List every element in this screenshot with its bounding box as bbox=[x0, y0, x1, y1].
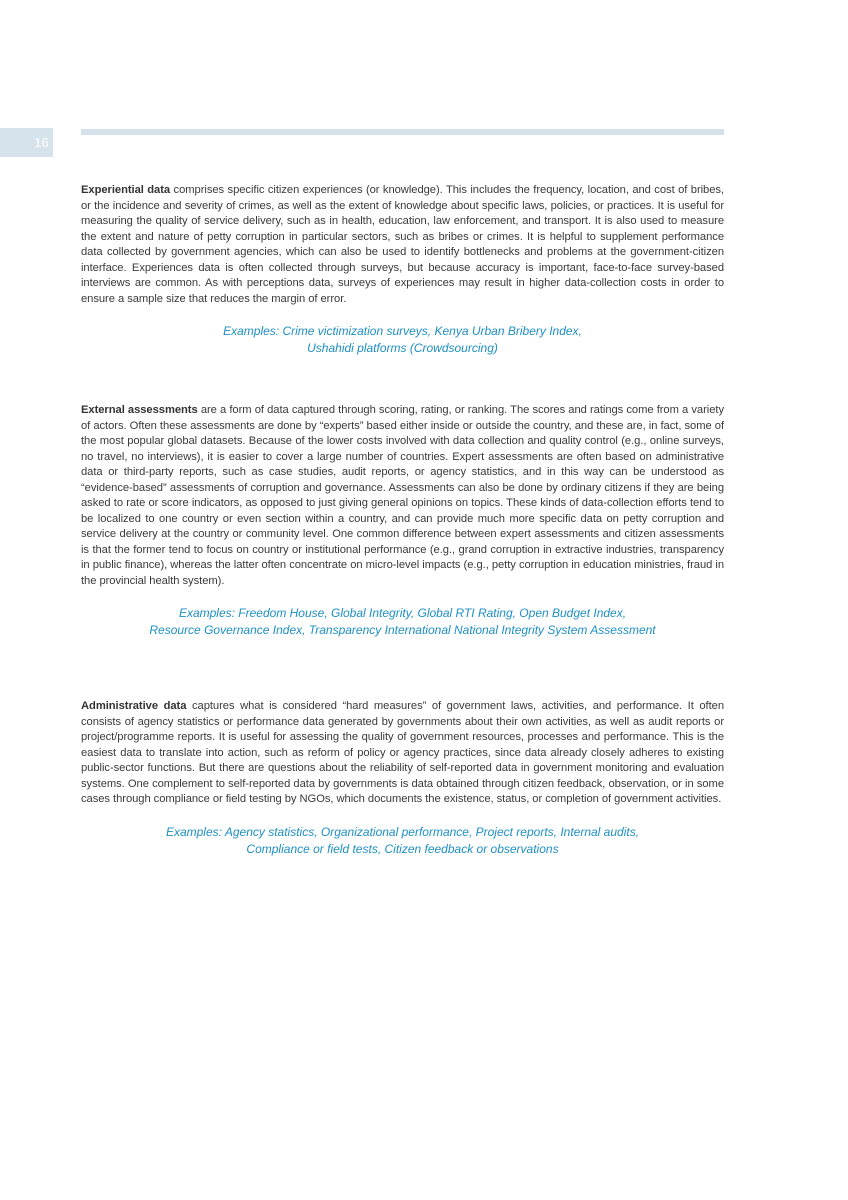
section-paragraph bbox=[81, 183, 724, 307]
examples-line: Compliance or field tests, Citizen feedback or observations bbox=[246, 841, 559, 856]
section-body: comprises specific citizen experiences (or knowledge). This includes the frequency, location, and cost of bribes, or the incidence and severity of crimes, as well as the extent of knowledge about specific laws, policies, or practices. It is useful for measuring the quality of service delivery, such as in health, education, law enforcement, and transport. It is also used to measure the extent and nature of petty corruption in particular sectors, such as bribes or crimes. It is helpful to supplement performance data collected by government agencies, which can also be used to identify bottlenecks and problems at the government-citizen interface. Experiences data is often collected through surveys, but because accuracy is important, face-to-face survey-based interviews are common. As with perceptions data, surveys of experiences may result in higher data-collection costs in order to ensure a sample size that reduces the margin of error. bbox=[81, 184, 724, 305]
page-number: 16 bbox=[0, 128, 53, 157]
examples-block bbox=[81, 824, 724, 858]
examples-block bbox=[81, 323, 724, 357]
header-bar bbox=[81, 129, 724, 135]
section-body: captures what is considered “hard measures” of government laws, activities, and performance. It often consists of agency statistics or performance data generated by governments about their own activities, as well as audit reports or project/programme reports. It is useful for assessing the quality of government resources, processes and performance. This is the easiest data to translate into action, such as reform of policy or agency practices, since data already closely adheres to existing public-sector functions. But there are questions about the reliability of self-reported data in government monitoring and evaluation systems. One complement to self-reported data by governments is data obtained through citizen feedback, observation, or in some cases through compliance or field testing by NGOs, which documents the existence, status, or completion of government activities. bbox=[81, 700, 725, 805]
examples-line: Examples: Crime victimization surveys, Kenya Urban Bribery Index, bbox=[223, 324, 582, 338]
section-experiential-data bbox=[81, 183, 724, 357]
examples-line: Ushahidi platforms (Crowdsourcing) bbox=[307, 341, 498, 355]
section-external-assessments bbox=[81, 403, 724, 639]
section-paragraph bbox=[81, 699, 724, 808]
section-term: Experiential data bbox=[81, 184, 171, 196]
section-administrative-data bbox=[81, 699, 724, 858]
examples-line: Resource Governance Index, Transparency International National Integrity System Assessment bbox=[149, 623, 656, 637]
section-term: Administrative data bbox=[81, 700, 187, 712]
section-body: are a form of data captured through scoring, rating, or ranking. The scores and ratings come from a variety of actors. Often these assessments are done by “experts” based either inside or outside the country, and these are, in fact, some of the most popular global datasets. Because of the lower costs involved with data collection and quality control (e.g., online surveys, no travel, no interviews), it is easier to cover a large number of countries. Expert assessments are often based on administrative data or third-party reports, such as case studies, audit reports, or agency statistics, and in this way can be understood as “evidence-based” assessments of corruption and governance. Assessments can also be done by ordinary citizens if they are being asked to rate or score indicators, as opposed to just giving general opinions on topics. These kinds of data-collection efforts tend to be localized to one country or even section within a country, and can provide much more specific data on petty corruption and service delivery at the country or community level. One common difference between expert assessments and citizen assessments is that the former tend to focus on country or institutional performance (e.g., grand corruption in extractive industries, transparency in public finance), whereas the latter often concentrate on micro-level impacts (e.g., petty corruption in education ministries, fraud in the provincial health system). bbox=[81, 404, 724, 587]
section-paragraph bbox=[81, 403, 724, 589]
examples-line: Examples: Agency statistics, Organizational performance, Project reports, Internal audits, bbox=[165, 824, 640, 839]
section-term: External assessments bbox=[81, 404, 198, 416]
examples-line: Examples: Freedom House, Global Integrity, Global RTI Rating, Open Budget Index, bbox=[178, 606, 627, 620]
examples-block bbox=[81, 605, 724, 639]
